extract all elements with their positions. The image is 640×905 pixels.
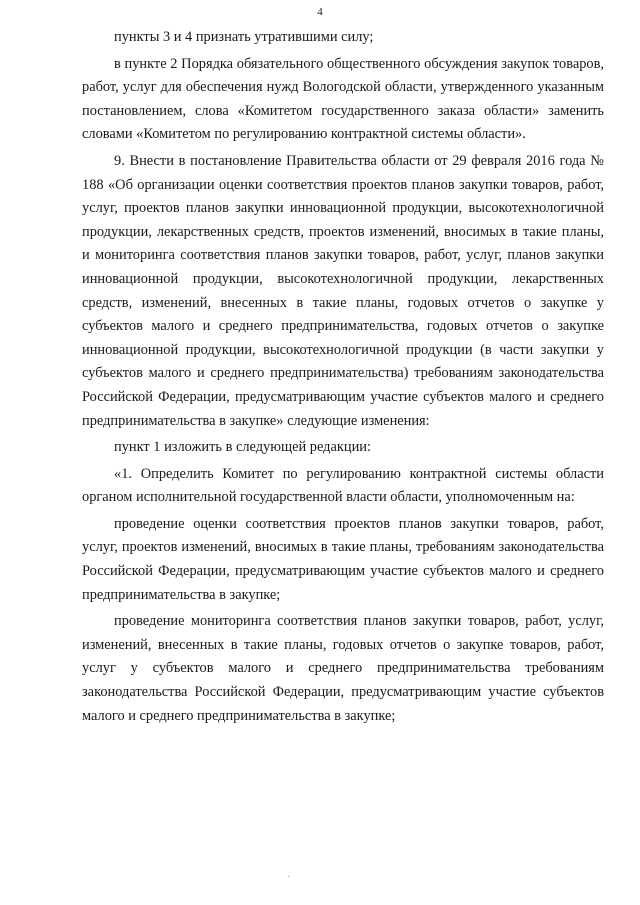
paragraph-7: проведение мониторинга соответствия планов закупки товаров, работ, услуг, изменений, внесенных в такие планы, годовых отчетов о закупке товаров, работ, услуг у субъектов малого и среднего предпринимательства требованиям законодательства Российской Федерации, предусматривающим участие субъектов малого и среднего предпринимательства в закупке; [82,613,604,724]
scan-dot-mark: · [287,872,291,883]
page-number: 4 [317,6,323,18]
document-body [82,26,604,728]
paragraph-2: в пункте 2 Порядка обязательного общественного обсуждения закупок товаров, работ, услуг для обеспечения нужд Вологодской области, утвержденного указанным постановлением, слова «Комитетом государственного заказа области» заменить словами «Комитетом по регулированию контрактной системы области». [82,55,604,143]
paragraph-4: пункт 1 изложить в следующей редакции: [114,439,371,456]
paragraph-6: проведение оценки соответствия проектов планов закупки товаров, работ, услуг, проектов изменений, вносимых в такие планы, требованиям законодательства Российской Федерации, предусматривающим участие субъектов малого и среднего предпринимательства в закупке; [82,515,604,603]
paragraph-5: «1. Определить Комитет по регулированию контрактной системы области органом исполнительной государственной власти области, уполномоченным на: [82,465,604,506]
paragraph-1: пункты 3 и 4 признать утратившими силу; [114,29,374,45]
paragraph-3: 9. Внести в постановление Правительства области от 29 февраля 2016 года № 188 «Об организации оценки соответствия проектов планов закупки товаров, работ, услуг, проектов планов закупки инновационной продукции, высокотехнологичной продукции, лекарственных средств, проектов изменений, вносимых в такие планы, и мониторинга соответствия планов закупки товаров, работ, услуг, планов закупки инновационной продукции, высокотехнологичной продукции, лекарственных средств, изменений, внесенных в такие планы, годовых отчетов о закупке у субъектов малого и среднего предпринимательства, годовых отчетов о закупке инновационной продукции, высокотехнологичной продукции (в части закупки у субъектов малого и среднего предпринимательства) требованиям законодательства Российской Федерации, предусматривающим участие субъектов малого и среднего предпринимательства в закупке» следующие изменения: [82,152,604,429]
